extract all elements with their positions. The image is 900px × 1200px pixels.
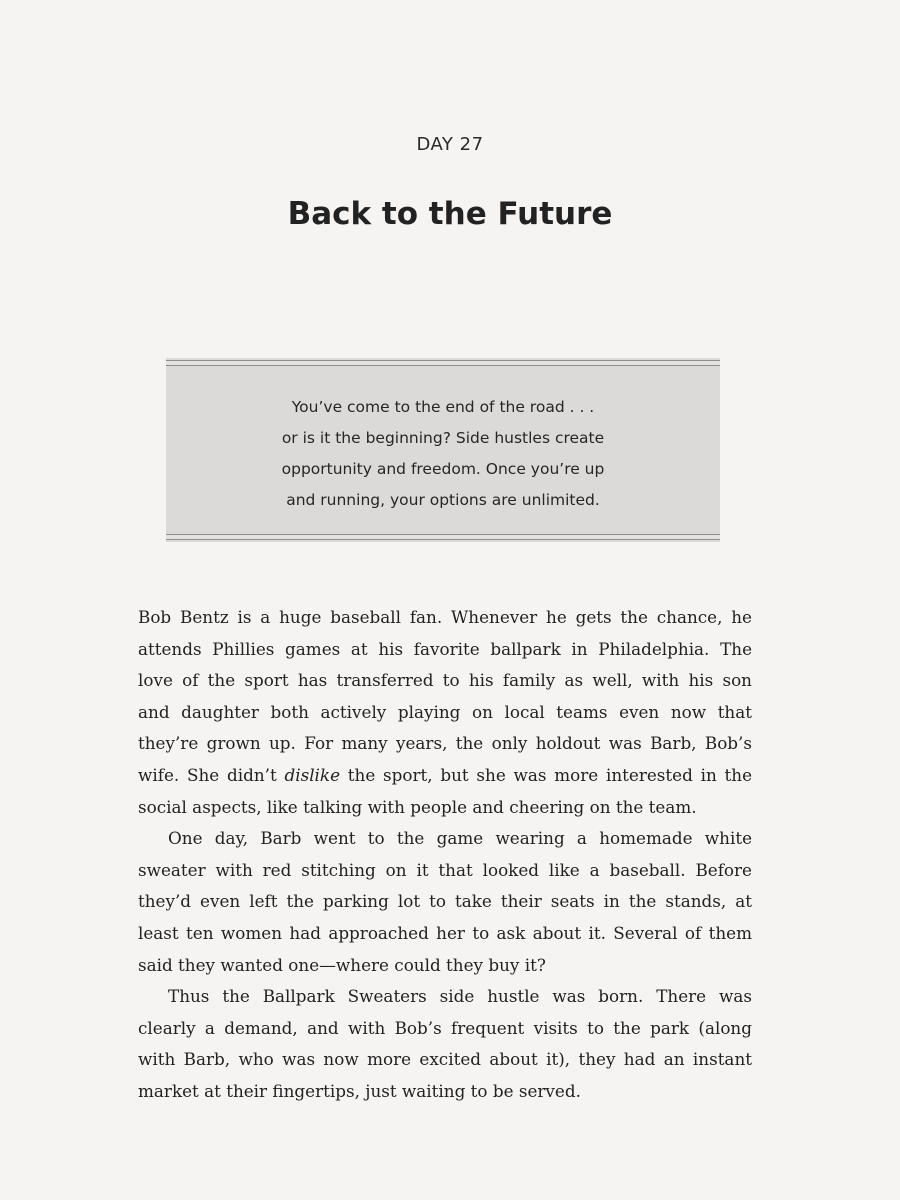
callout-text (166, 392, 720, 516)
chapter-title: Back to the Future (287, 196, 613, 232)
callout-box (166, 358, 720, 542)
text-line: market at their fingertips, just waiting to be served. (138, 1080, 581, 1101)
text-line: least ten women had approached her to ask about it. Several of them (138, 922, 752, 943)
text-line: with Barb, who was now more excited about it), they had an instant (138, 1049, 752, 1070)
text-line: social aspects, like talking with people and cheering on the team. (138, 796, 697, 817)
callout-line: or is it the beginning? Side hustles create (281, 429, 605, 447)
callout-line: You’ve come to the end of the road . . . (291, 398, 595, 416)
text-line: Thus the Ballpark Sweaters side hustle was born. There was (168, 986, 752, 1007)
text-line: Bob Bentz is a huge baseball fan. Whenever he gets the chance, he (138, 607, 752, 627)
paragraph-2 (138, 823, 752, 981)
callout-line: opportunity and freedom. Once you’re up (281, 460, 605, 478)
callout-top-rule (166, 360, 720, 366)
body-text (138, 602, 752, 1108)
text-line: One day, Barb went to the game wearing a homemade white (168, 828, 752, 849)
text-line: said they wanted one—where could they buy it? (138, 954, 546, 975)
text-line: love of the sport has transferred to his family as well, with his son (138, 670, 752, 691)
callout-bottom-rule (166, 534, 720, 540)
paragraph-3 (138, 981, 752, 1107)
text-segment: the sport, but she was more interested in the (340, 764, 752, 785)
paragraph-1 (138, 602, 752, 823)
text-line: clearly a demand, and with Bob’s frequent visits to the park (along (138, 1017, 752, 1038)
day-label: DAY 27 (416, 134, 484, 155)
callout-line: and running, your options are unlimited. (286, 491, 600, 509)
text-line: they’re grown up. For many years, the only holdout was Barb, Bob’s (138, 733, 752, 754)
text-line: they’d even left the parking lot to take their seats in the stands, at (138, 891, 752, 912)
text-line: and daughter both actively playing on local teams even now that (138, 701, 752, 722)
text-segment: wife. She didn’t (138, 764, 285, 785)
emphasis-word: dislike (284, 764, 341, 785)
text-line: attends Phillies games at his favorite ballpark in Philadelphia. The (138, 638, 752, 659)
text-line: sweater with red stitching on it that looked like a baseball. Before (138, 859, 752, 880)
text-line-with-emphasis (138, 760, 752, 792)
